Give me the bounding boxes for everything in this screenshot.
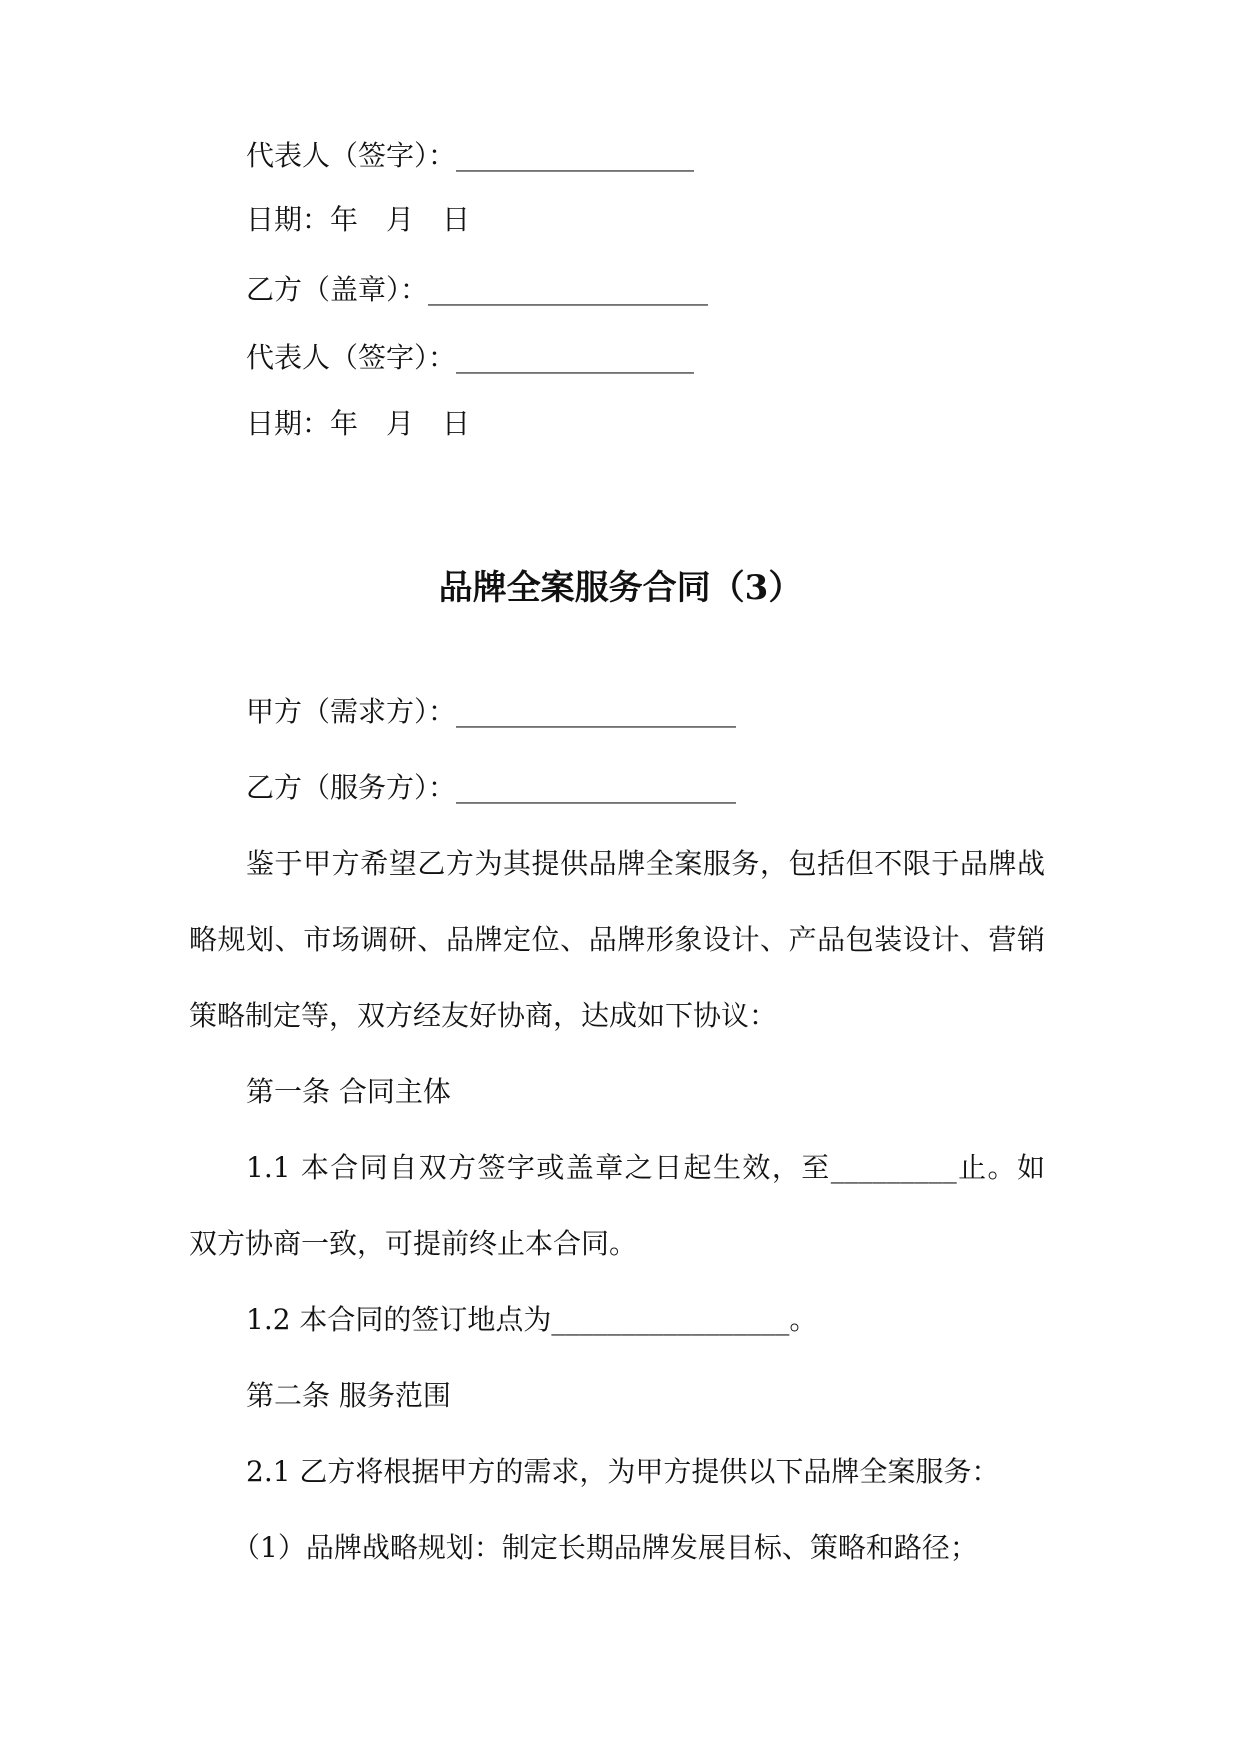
- service-item-1: （1）品牌战略规划：制定长期品牌发展目标、策略和路径；: [232, 1531, 978, 1564]
- representative-signature-line-1: 代表人（签字）：_________________: [246, 139, 695, 172]
- preamble-line-2: 略规划、市场调研、品牌定位、品牌形象设计、产品包装设计、营销: [189, 923, 1045, 956]
- article-1-heading: 第一条 合同主体: [246, 1075, 451, 1108]
- clause-1-2: 1.2 本合同的签订地点为_________________。: [246, 1303, 818, 1336]
- date-line-1: [246, 202, 470, 238]
- preamble-line-1: 鉴于甲方希望乙方为其提供品牌全案服务，包括但不限于品牌战: [246, 847, 1045, 880]
- clause-1-1-line-2: 双方协商一致，可提前终止本合同。: [189, 1227, 638, 1260]
- clause-2-1: 2.1 乙方将根据甲方的需求，为甲方提供以下品牌全案服务：: [246, 1455, 1000, 1488]
- date-year-label: 日期：年: [246, 203, 359, 236]
- date-day-label: 日: [442, 407, 471, 440]
- clause-1-1-line-1: 1.1 本合同自双方签字或盖章之日起生效，至_________止。如: [246, 1151, 1045, 1184]
- article-2-heading: 第二条 服务范围: [246, 1379, 451, 1412]
- party-b-seal-line: 乙方（盖章）：____________________: [246, 273, 709, 306]
- date-year-label: 日期：年: [246, 407, 359, 440]
- date-day-label: 日: [442, 203, 471, 236]
- party-b-line: 乙方（服务方）：____________________: [246, 771, 737, 804]
- preamble-line-3: 策略制定等，双方经友好协商，达成如下协议：: [189, 999, 778, 1032]
- contract-title: 品牌全案服务合同（3）: [438, 568, 803, 608]
- party-a-line: 甲方（需求方）：____________________: [246, 695, 737, 728]
- date-line-2: [246, 406, 470, 442]
- representative-signature-line-2: 代表人（签字）：_________________: [246, 341, 695, 374]
- date-month-label: 月: [386, 203, 415, 236]
- date-month-label: 月: [386, 407, 415, 440]
